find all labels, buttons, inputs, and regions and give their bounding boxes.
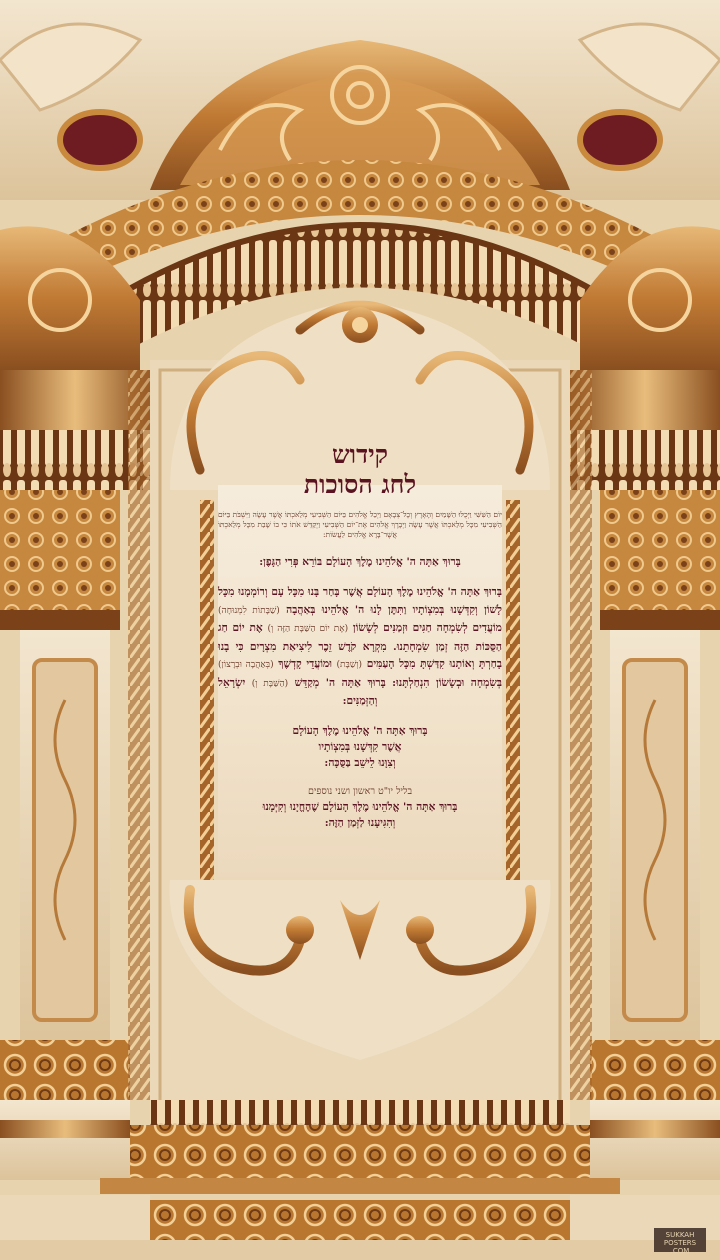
site-watermark bbox=[654, 1228, 706, 1255]
kiddush-part6: יִשְׂרָאֵל וְהַזְּמַנִּים: bbox=[218, 676, 378, 707]
kiddush-part2: מוֹעֲדִים לְשִׂמְחָה חַגִּים וּזְמַנִּים לְשָׂשׂוֹן bbox=[352, 622, 502, 634]
sukkah-line1: בָּרוּךְ אַתָּה ה' אֱלֹהֵינוּ מֶלֶךְ הָעוֹלָם bbox=[292, 724, 428, 737]
title-line2: לחג הסוכות bbox=[303, 470, 417, 499]
kiddush-part1: בָּרוּךְ אַתָּה ה' אֱלֹהֵינוּ מֶלֶךְ הָעוֹלָם אֲשֶׁר בָּחַר בָּנוּ מִכָּל עָם וְרוֹמְמָנוּ מִכָּל לָשׁוֹן וְקִדְּשָׁנוּ בְּמִצְוֹתָיו וַתִּתֶּן לָנוּ ה' אֱלֹהֵינוּ בְּאַהֲבָה bbox=[218, 586, 502, 616]
sukkah-line2: אֲשֶׁר קִדְּשָׁנוּ בְּמִצְוֹתָיו bbox=[318, 740, 402, 753]
vayechulu-text: יוֹם הַשִּׁשִּׁי וַיְכֻלּוּ הַשָּׁמַיִם וְהָאָרֶץ וְכָל־צְבָאָם וַיְכַל אֱלֹהִים בַּיּוֹם הַשְּׁבִיעִי מְלַאכְתּוֹ אֲשֶׁר עָשָׂה וַיִּשְׁבֹּת בַּיּוֹם הַשְּׁבִיעִי מִכָּל מְלַאכְתּוֹ אֲשֶׁר עָשָׂה וַיְבָרֶךְ אֱלֹהִים אֶת־יוֹם הַשְּׁבִיעִי וַיְקַדֵּשׁ אֹתוֹ כִּי בוֹ שָׁבַת מִכָּל מְלַאכְתּוֹ אֲשֶׁר־בָּרָא אֱלֹהִים לַעֲשׂוֹת: bbox=[218, 510, 502, 539]
shabbat-insert-2: (אֶת יוֹם הַשַּׁבָּת הַזֶּה וְ) bbox=[267, 624, 349, 634]
shabbat-insert-3: (וְשַׁבָּת) bbox=[336, 660, 363, 670]
shehecheyanu-note: בליל יו"ט ראשון ושני נוספים bbox=[307, 785, 413, 797]
title-line1: קידוש bbox=[331, 440, 389, 469]
shehecheyanu-line2: וְהִגִּיעָנוּ לַזְּמַן הַזֶּה: bbox=[324, 816, 396, 829]
kiddush-part4: וּמוֹעֲדֵי קָדְשֶׁךָ bbox=[278, 658, 332, 670]
kiddush-paragraph bbox=[218, 584, 502, 711]
blessing-shehecheyanu bbox=[218, 799, 502, 831]
sukkah-line3: וְצִוָּנוּ לֵישֵׁב בַּסֻּכָּה: bbox=[324, 756, 396, 769]
watermark-line1: SUKKAH bbox=[665, 1231, 695, 1239]
shabbat-insert-1: (שַׁבָּתוֹת לִמְנוּחָה) bbox=[218, 605, 280, 616]
shabbat-insert-4: (בְּאַהֲבָה וּבְרָצוֹן) bbox=[218, 660, 274, 670]
kiddush-text bbox=[218, 440, 502, 845]
kiddush-part3: אֶת יוֹם חַג הַסֻּכּוֹת הַזֶּה זְמַן שִׂמְחָתֵנוּ. מִקְרָא קֹדֶשׁ זֵכֶר לִיצִיאַת מִצְרָיִם כִּי בָנוּ בָחַרְתָּ וְאוֹתָנוּ קִדַּשְׁתָּ מִכָּל הָעַמִּים bbox=[218, 622, 502, 670]
kiddush-part5: בְּשִׂמְחָה וּבְשָׂשׂוֹן הִנְחַלְתָּנוּ: בָּרוּךְ אַתָּה ה' מְקַדֵּשׁ bbox=[294, 676, 502, 689]
shehecheyanu-line1: בָּרוּךְ אַתָּה ה' אֱלֹהֵינוּ מֶלֶךְ הָעוֹלָם שֶׁהֶחֱיָנוּ וְקִיְּמָנוּ bbox=[262, 800, 458, 813]
shabbat-insert-5: (הַשַּׁבָּת וְ) bbox=[251, 678, 289, 689]
blessing-sukkah bbox=[218, 723, 502, 771]
blessing-wine: בָּרוּךְ אַתָּה ה' אֱלֹהֵינוּ מֶלֶךְ הָעוֹלָם בּוֹרֵא פְּרִי הַגָּפֶן: bbox=[259, 556, 461, 568]
watermark-line2: POSTERS bbox=[663, 1239, 697, 1247]
watermark-line3: .COM bbox=[670, 1247, 690, 1255]
